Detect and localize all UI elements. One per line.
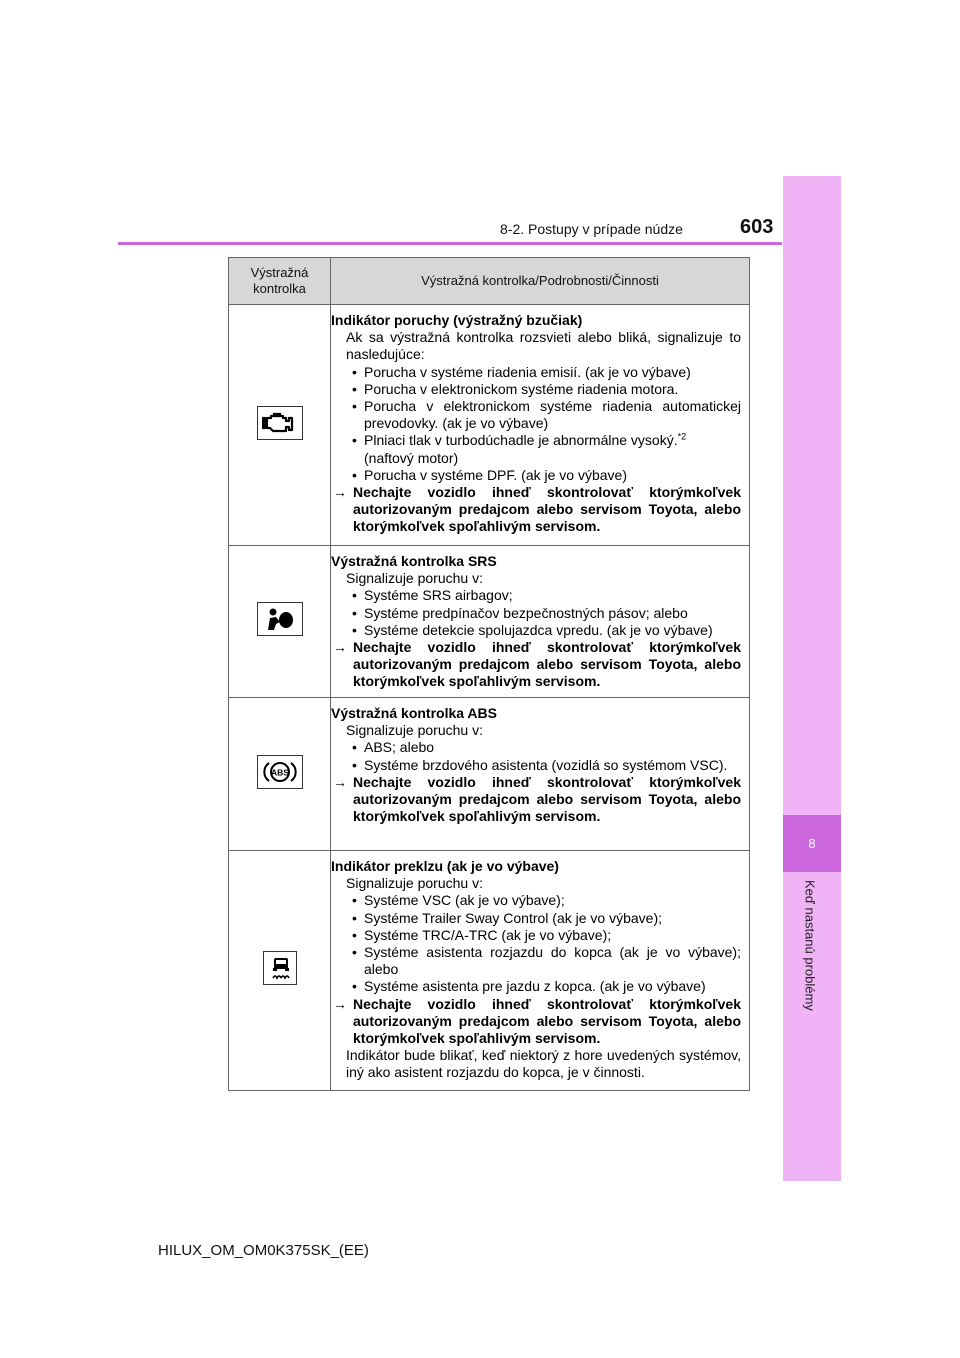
list-item: • Porucha v systéme DPF. (ak je vo výbave) [349,467,741,484]
list-item: • Porucha v systéme riadenia emisií. (ak je vo výbave) [349,364,741,381]
row-note: Indikátor bude blikať, keď niektorý z hore uvedených systémov, iný ako asistent rozjazdu do kopca, je v činnosti. [346,1047,741,1081]
row-action: → Nechajte vozidlo ihneď skontrolovať ktorýmkoľvek autorizovaným predajcom alebo servisom Toyota, alebo ktorýmkoľvek spoľahlivým servisom. [331,996,741,1048]
table-row [229,305,750,546]
row-intro: Ak sa výstražná kontrolka rozsvieti alebo bliká, signalizuje to nasledujúce: [346,329,741,363]
row-title: Indikátor preklzu (ak je vo výbave) [331,858,559,874]
list-item: • Systéme detekcie spolujazdca vpredu. (ak je vo výbave) [349,622,741,639]
footnote-mark: *2 [677,431,687,442]
table-row [229,698,750,851]
page-number: 603 [740,216,774,238]
list-item-text: Plniaci tlak v turbodúchadle je abnormálne vysoký. [364,432,678,449]
col2-header: Výstražná kontrolka/Podrobnosti/Činnosti [331,258,750,305]
chapter-title: Keď nastanú problémy [802,880,818,1011]
list-item: • Porucha v elektronickom systéme riadenia automatickej prevodovky. (ak je vo výbave) [349,398,741,432]
abs-icon [257,755,303,789]
section-title: 8-2. Postupy v prípade núdze [500,221,683,237]
table-header-row [229,258,750,305]
row-action: → Nechajte vozidlo ihneď skontrolovať ktorýmkoľvek autorizovaným predajcom alebo servisom Toyota, alebo ktorýmkoľvek spoľahlivým servisom. [331,639,741,691]
list-item: • Systéme TRC/A-TRC (ak je vo výbave); [349,927,741,944]
row-intro: Signalizuje poruchu v: [346,875,483,892]
list-item: • Porucha v elektronickom systéme riadenia motora. [349,381,741,398]
row-intro: Signalizuje poruchu v: [346,570,483,587]
list-item: • Systéme Trailer Sway Control (ak je vo výbave); [349,910,741,927]
list-item: • Systéme SRS airbagov; [349,587,741,604]
slip-indicator-icon [263,951,297,985]
row-title: Výstražná kontrolka SRS [331,553,497,569]
list-item: • Systéme brzdového asistenta (vozidlá so systémom VSC). [349,757,741,774]
header-rule [118,242,782,245]
list-item: • Systéme predpínačov bezpečnostných pásov; alebo [349,605,741,622]
row-intro: Signalizuje poruchu v: [346,722,483,739]
chapter-side-tab [783,176,841,1181]
document-id: HILUX_OM_OM0K375SK_(EE) [158,1242,369,1259]
list-item: • Systéme asistenta pre jazdu z kopca. (ak je vo výbave) [349,978,741,995]
row-title: Výstražná kontrolka ABS [331,705,497,721]
chapter-number: 8 [783,815,841,872]
check-engine-icon [257,406,303,440]
row-action: → Nechajte vozidlo ihneď skontrolovať ktorýmkoľvek autorizovaným predajcom alebo servisom Toyota, alebo ktorýmkoľvek spoľahlivým servisom. [331,774,741,826]
list-item: • Systéme asistenta rozjazdu do kopca (ak je vo výbave); alebo [349,944,741,978]
list-item: • Systéme VSC (ak je vo výbave); [349,892,741,909]
list-item [349,432,741,466]
list-item-suffix: (naftový motor) [364,449,459,466]
table-row [229,546,750,698]
srs-airbag-icon [257,602,303,636]
row-action: → Nechajte vozidlo ihneď skontrolovať ktorýmkoľvek autorizovaným predajcom alebo servisom Toyota, alebo ktorýmkoľvek spoľahlivým servisom. [331,484,741,536]
warning-lights-table [228,257,750,1091]
col1-header: Výstražná kontrolka [229,258,331,305]
abs-icon-text: ABS [270,767,289,777]
list-item: • ABS; alebo [349,739,741,756]
table-row [229,851,750,1091]
row-title: Indikátor poruchy (výstražný bzučiak) [331,312,583,328]
